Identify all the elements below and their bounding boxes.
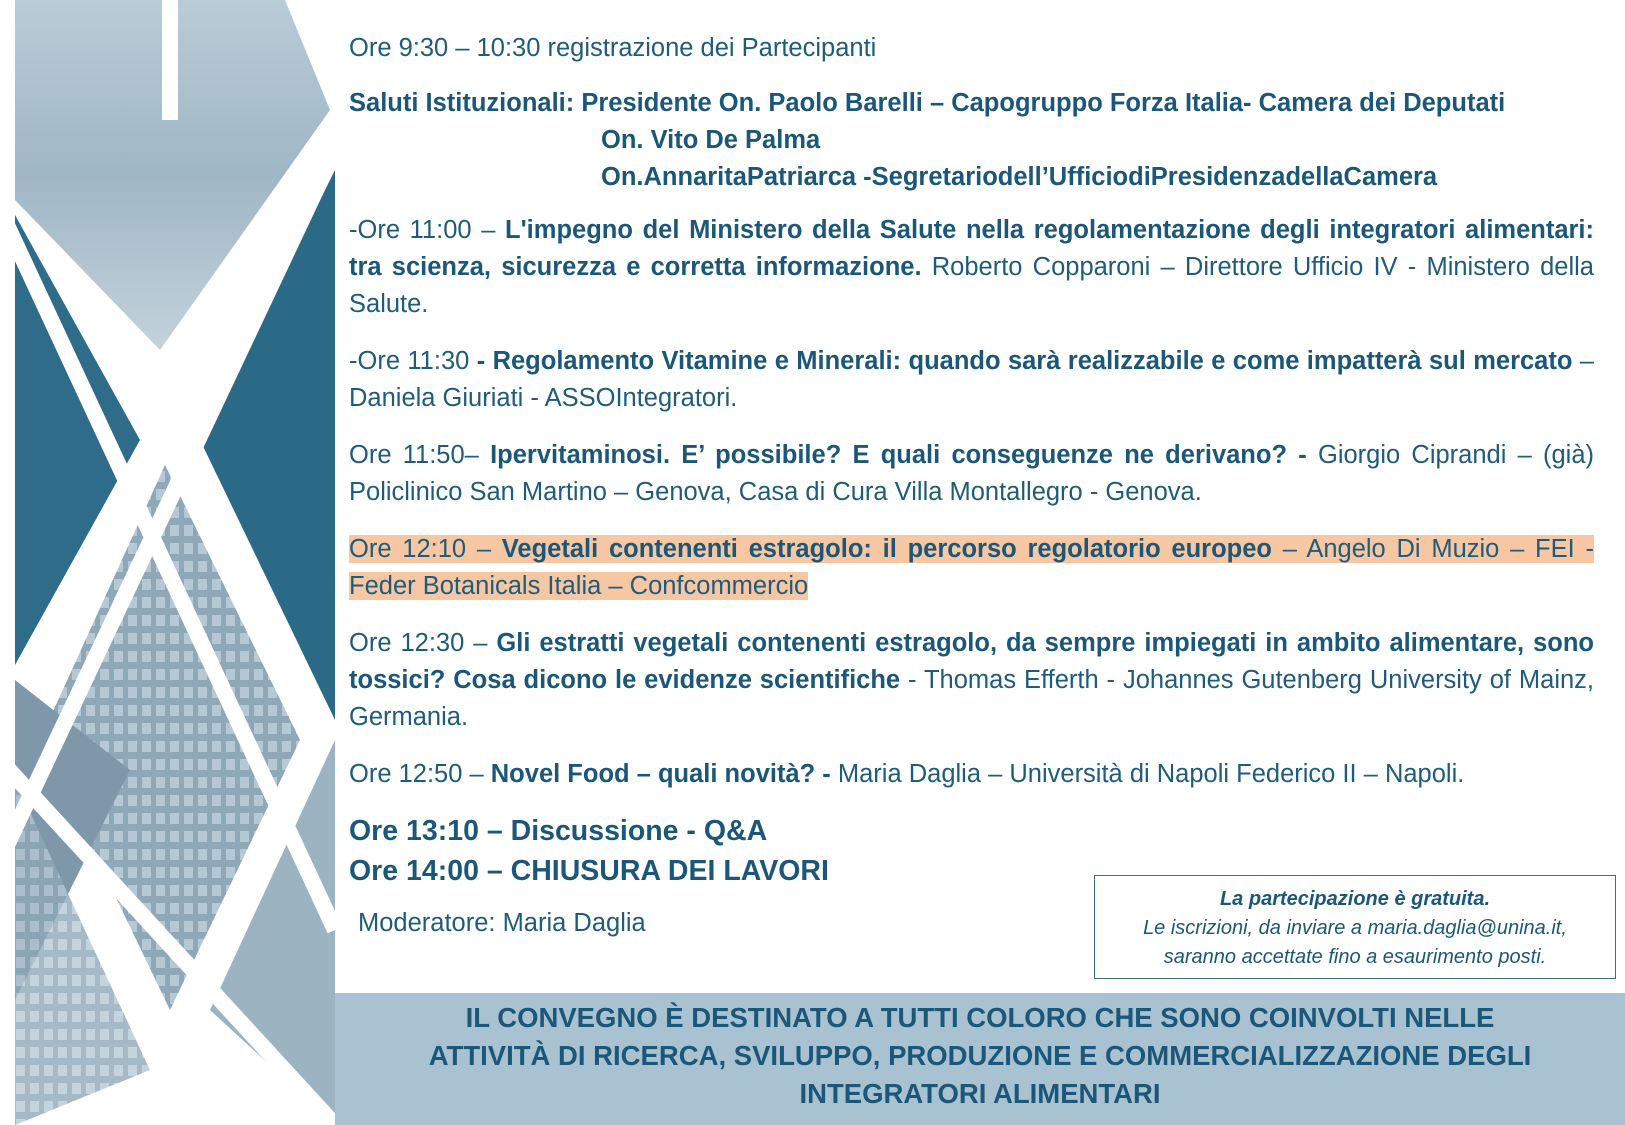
program-schedule [349, 30, 1594, 942]
talk-item [349, 625, 1594, 736]
talk-title: Vegetali contenenti estragolo: il percorso regolatorio europeo [501, 535, 1273, 563]
talk-speaker: – Angelo Di Muzio – FEI - Feder Botanicals Italia – Confcommercio [349, 535, 1594, 600]
talk-title: Novel Food – quali novità? - [490, 760, 831, 788]
banner-line-1: IL CONVEGNO È DESTINATO A TUTTI COLORO CHE SONO COINVOLTI NELLE [465, 1002, 1495, 1033]
talk-time: Ore 11:50– [349, 441, 491, 469]
talk-time: -Ore 11:30 [349, 347, 477, 375]
talk-time: -Ore 11:00 – [349, 216, 506, 244]
greetings-line-2: On. Vito De Palma [601, 126, 821, 154]
moderator-line: Moderatore: Maria Daglia [358, 909, 646, 937]
talk-item [349, 343, 1594, 417]
talk-time: Ore 12:50 – [349, 760, 491, 788]
institutional-greetings [349, 85, 1594, 196]
talk-item [349, 437, 1594, 511]
greetings-line-1: Saluti Istituzionali: Presidente On. Paolo Barelli – Capogruppo Forza Italia- Camera dei Deputati [349, 89, 1506, 117]
greetings-line-3: On.AnnaritaPatriarca -Segretariodell’UfficiodiPresidenzadellaCamera [601, 163, 1438, 191]
registration-info-box [1094, 875, 1616, 979]
talk-item-highlighted [349, 531, 1594, 605]
talk-speaker: Roberto Copparoni – Direttore Ufficio IV - Ministero della Salute. [349, 253, 1594, 318]
talk-speaker: - Thomas Efferth - Johannes Gutenberg University of Mainz, Germania. [349, 666, 1594, 731]
banner-line-3: INTEGRATORI ALIMENTARI [799, 1078, 1161, 1109]
talk-title: - Regolamento Vitamine e Minerali: quando sarà realizzabile e come impatterà sul mercato [476, 347, 1573, 375]
banner-line-2: ATTIVITÀ DI RICERCA, SVILUPPO, PRODUZIONE E COMMERCIALIZZAZIONE DEGLI [428, 1040, 1532, 1071]
info-availability: saranno accettate fino a esaurimento posti. [1163, 946, 1547, 968]
audience-banner [335, 993, 1625, 1125]
closing-line: Ore 14:00 – CHIUSURA DEI LAVORI [349, 855, 829, 887]
info-registration-email: Le iscrizioni, da inviare a maria.daglia@unina.it, [1143, 917, 1567, 939]
talk-time: Ore 12:30 – [349, 629, 497, 657]
talk-speaker: Maria Daglia – Università di Napoli Federico II – Napoli. [830, 760, 1465, 788]
talk-title: L'impegno del Ministero della Salute nella regolamentazione degli integratori alimentari: tra scienza, sicurezza e corretta informazione. [349, 216, 1595, 281]
talk-speaker: – Daniela Giuriati - ASSOIntegratori. [349, 347, 1594, 412]
talk-title: Ipervitaminosi. E’ possibile? E quali conseguenze ne derivano? - [490, 441, 1307, 469]
decorative-lattice-panel [0, 0, 335, 1125]
talk-item [349, 212, 1594, 323]
registration-line: Ore 9:30 – 10:30 registrazione dei Partecipanti [349, 34, 877, 62]
talk-item [349, 756, 1594, 793]
talk-time: Ore 12:10 – [349, 535, 502, 563]
discussion-line: Ore 13:10 – Discussione - Q&A [349, 815, 768, 847]
talk-speaker: Giorgio Ciprandi – (già) Policlinico San Martino – Genova, Casa di Cura Villa Montallegro - Genova. [349, 441, 1595, 506]
talk-title: Gli estratti vegetali contenenti estragolo, da sempre impiegati in ambito alimentare, sono tossici? Cosa dicono le evidenze scientifiche [349, 629, 1594, 694]
info-free-participation: La partecipazione è gratuita. [1219, 888, 1491, 910]
